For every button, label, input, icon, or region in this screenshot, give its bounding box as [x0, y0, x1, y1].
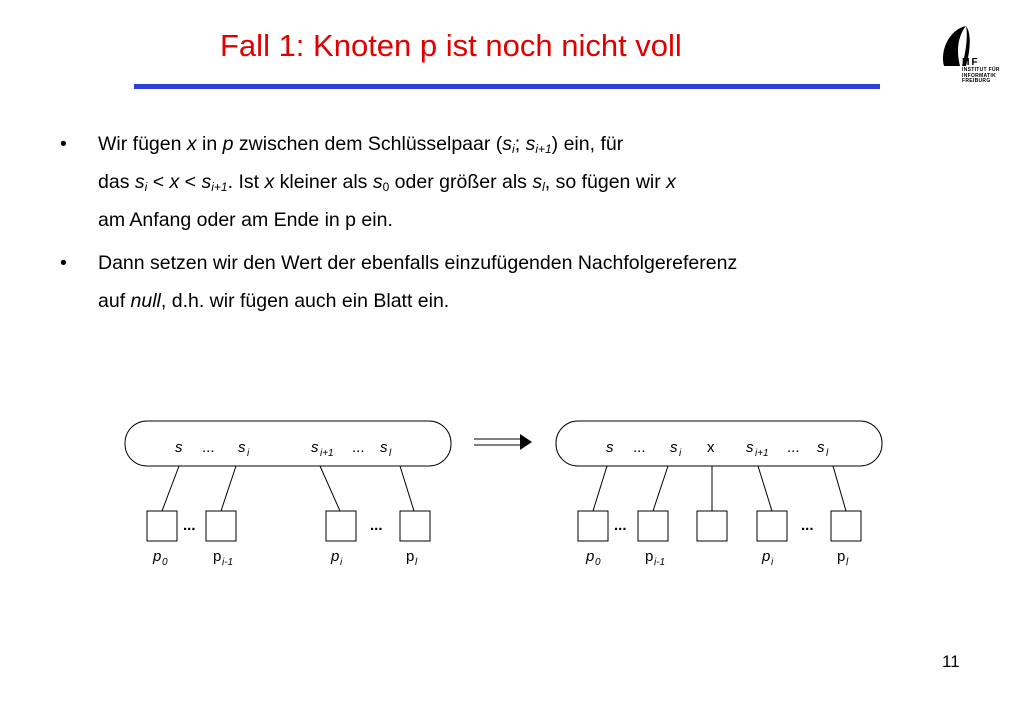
left-child-p0 — [147, 511, 177, 541]
key-x: x — [707, 439, 715, 456]
child-dots: ... — [370, 517, 383, 534]
bullet-dot: • — [60, 252, 67, 274]
label-p0: p — [586, 548, 595, 565]
label-p0-sub: 0 — [595, 557, 601, 568]
bullet-2-line-1: Dann setzen wir den Wert der ebenfalls einzufügenden Nachfolgereferenz — [98, 252, 738, 274]
logo-line: INSTITUT FÜR — [962, 67, 1000, 73]
key-s: s — [606, 439, 614, 456]
key-sl: s — [380, 439, 388, 456]
key-sl-sub: l — [826, 448, 829, 459]
left-node — [125, 421, 451, 466]
key-dots: ... — [202, 439, 215, 456]
page-number: 11 — [942, 652, 960, 671]
slide-title: Fall 1: Knoten p ist noch nicht voll — [220, 28, 682, 63]
key-si-sub: i — [679, 448, 682, 459]
bullet-1-line-1: Wir fügen x in p zwischen dem Schlüsselpaar ($s_i$; $s_{i+1}$) ein, für — [98, 133, 624, 156]
left-child-pi-1 — [206, 511, 236, 541]
right-child-new — [697, 511, 727, 541]
right-child-pl — [831, 511, 861, 541]
label-pl: p — [406, 548, 415, 565]
child-dots: ... — [614, 517, 627, 534]
label-pi: p — [762, 548, 771, 565]
logo-letters: IIF — [962, 57, 980, 68]
right-child-pi — [757, 511, 787, 541]
bullet-1-line-3: am Anfang oder am Ende in p ein. — [98, 209, 393, 231]
label-pi-1-sub: i-1 — [654, 557, 666, 568]
key-si-sub: i — [247, 448, 250, 459]
right-node — [556, 421, 882, 466]
bullet-2-line-2: auf null, d.h. wir fügen auch ein Blatt ein. — [98, 290, 450, 312]
label-pl: p — [837, 548, 846, 565]
label-pi-sub: i — [771, 557, 774, 568]
label-p0: p — [153, 548, 162, 565]
logo-line: INFORMATIK — [962, 72, 997, 79]
label-pi: p — [331, 548, 340, 565]
label-pl-sub: l — [415, 557, 418, 568]
key-si: s — [238, 439, 246, 456]
left-child-pi — [326, 511, 356, 541]
label-pl-sub: l — [846, 557, 849, 568]
left-child-pl — [400, 511, 430, 541]
bullet-1-line-2: das $s_i < x < s_{i+1}$. Ist x kleiner als $s_0$ oder größer als $s_l$, so fügen wir x — [98, 171, 676, 194]
key-dots: ... — [633, 439, 646, 456]
key-si1-sub: i+1 — [320, 448, 334, 459]
logo-line: FREIBURG — [962, 78, 991, 84]
key-si1: s — [746, 439, 754, 456]
label-p0-sub: 0 — [162, 557, 168, 568]
label-pi-sub: i — [340, 557, 343, 568]
key-dots: ... — [352, 439, 365, 456]
label-pi-1: p — [645, 548, 654, 565]
label-pi-1: p — [213, 548, 222, 565]
key-si: s — [670, 439, 678, 456]
key-dots: ... — [787, 439, 800, 456]
right-child-pi-1 — [638, 511, 668, 541]
key-sl-sub: l — [389, 448, 392, 459]
label-pi-1-sub: i-1 — [222, 557, 234, 568]
key-si1-sub: i+1 — [755, 448, 769, 459]
bullet-dot: • — [60, 133, 67, 155]
child-dots: ... — [801, 517, 814, 534]
key-s: s — [175, 439, 183, 456]
key-si1: s — [311, 439, 319, 456]
right-child-p0 — [578, 511, 608, 541]
transition-arrow-icon — [520, 434, 532, 450]
child-dots: ... — [183, 517, 196, 534]
key-sl: s — [817, 439, 825, 456]
